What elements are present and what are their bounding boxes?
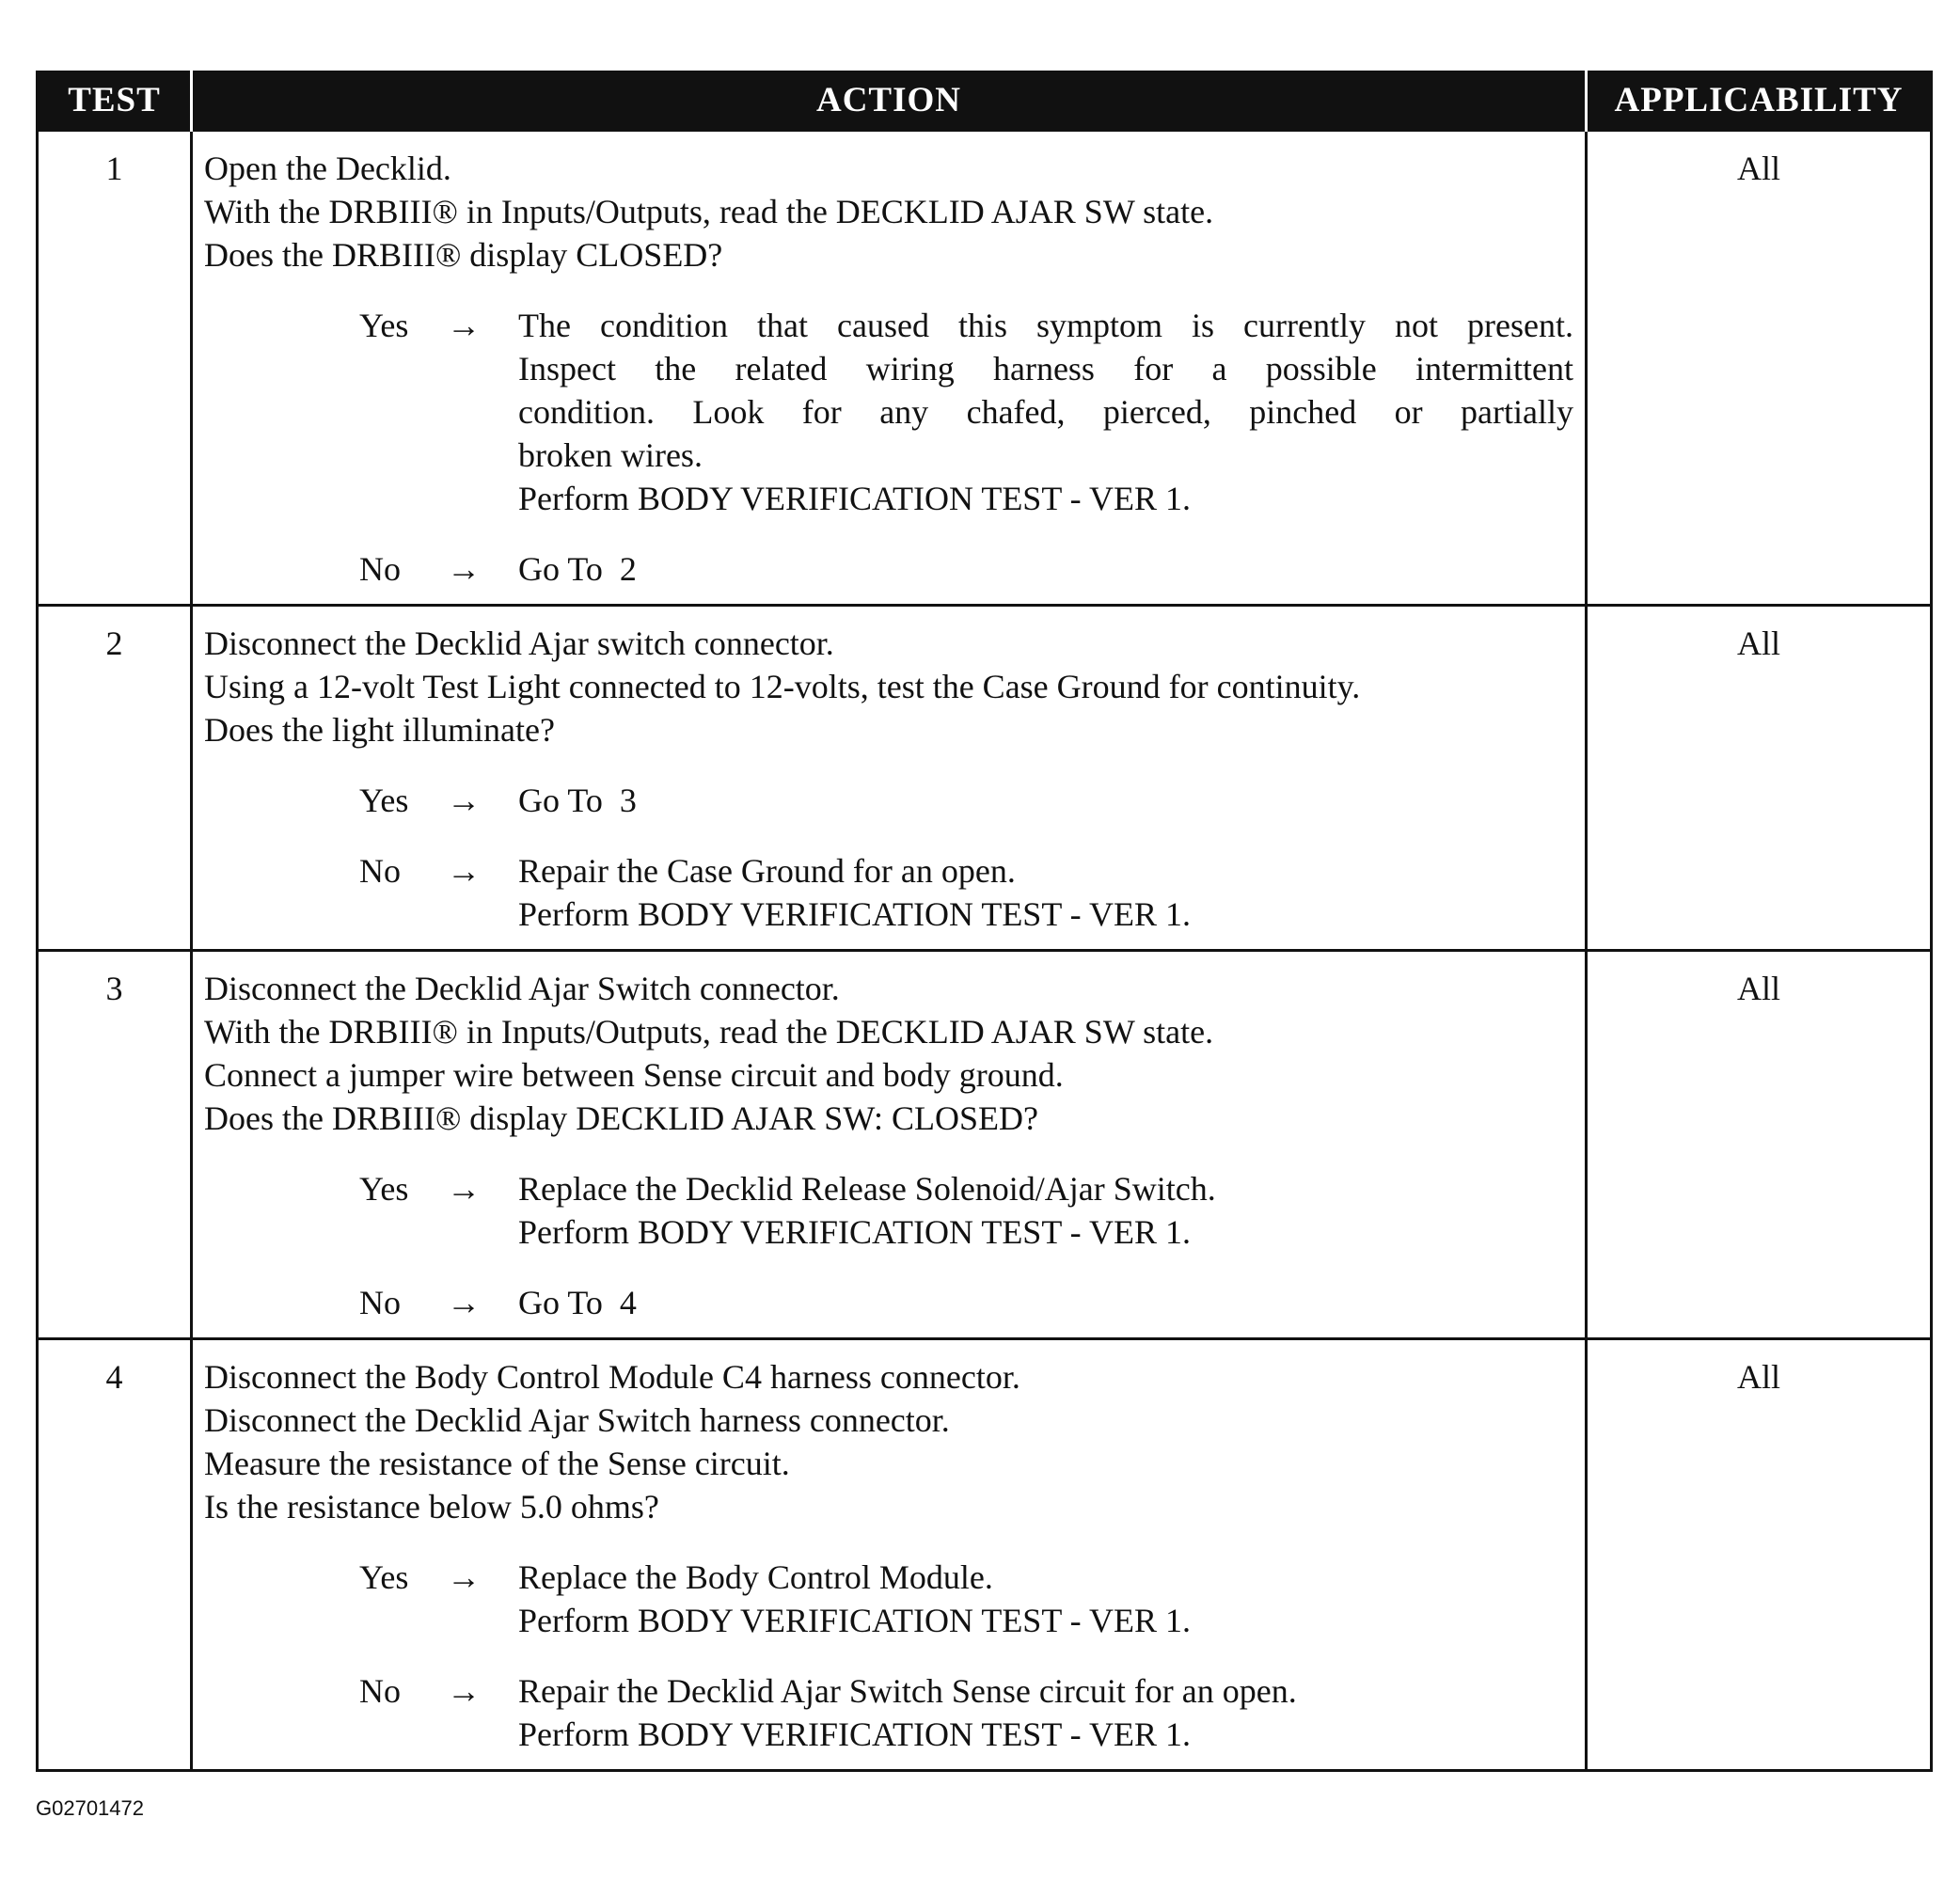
result-line: Repair the Case Ground for an open.	[518, 852, 1016, 890]
goto-text: Go To	[518, 782, 603, 819]
action-question: Does the DRBIII® display CLOSED?	[204, 236, 723, 274]
right-arrow-icon: →	[447, 550, 481, 588]
result-line: Inspect the related wiring harness for a possible intermittent	[518, 350, 1573, 387]
test-number: 1	[38, 131, 192, 606]
action-step: Disconnect the Decklid Ajar Switch connector.	[204, 970, 840, 1007]
result-no	[204, 1669, 1573, 1756]
result-line: The condition that caused this symptom is currently not present.	[518, 307, 1573, 344]
result-line: Perform BODY VERIFICATION TEST - VER 1.	[518, 480, 1192, 517]
result-yes	[204, 1167, 1573, 1254]
action-step: With the DRBIII® in Inputs/Outputs, read the DECKLID AJAR SW state.	[204, 1013, 1214, 1051]
header-test: TEST	[38, 71, 192, 131]
right-arrow-icon: →	[447, 852, 481, 890]
action-step: Using a 12-volt Test Light connected to 12-volts, test the Case Ground for continuity.	[204, 668, 1361, 705]
table-header-row	[38, 71, 1932, 131]
action-cell	[192, 606, 1587, 951]
applicability-value: All	[1587, 606, 1932, 951]
result-line: broken wires.	[518, 436, 703, 474]
result-line: Repair the Decklid Ajar Switch Sense circuit for an open.	[518, 1672, 1297, 1710]
result-label: No	[359, 1672, 401, 1710]
result-no	[204, 547, 1573, 591]
action-step: Disconnect the Body Control Module C4 harness connector.	[204, 1358, 1020, 1396]
result-label: Yes	[359, 307, 409, 344]
test-number: 2	[38, 606, 192, 951]
result-yes	[204, 779, 1573, 822]
result-goto	[518, 779, 1573, 822]
header-action: ACTION	[192, 71, 1587, 131]
goto-test-number: 4	[619, 1284, 637, 1321]
applicability-value: All	[1587, 131, 1932, 606]
result-line: Replace the Body Control Module.	[518, 1558, 993, 1596]
figure-id: G02701472	[36, 1796, 144, 1820]
result-goto	[518, 1281, 1573, 1324]
header-applicability: APPLICABILITY	[1587, 71, 1932, 131]
result-no	[204, 849, 1573, 936]
result-instructions	[518, 304, 1573, 520]
result-no	[204, 1281, 1573, 1324]
action-cell	[192, 951, 1587, 1339]
action-step: Connect a jumper wire between Sense circuit and body ground.	[204, 1056, 1064, 1094]
result-label: Yes	[359, 1170, 409, 1208]
action-step: Open the Decklid.	[204, 150, 451, 187]
right-arrow-icon: →	[447, 782, 481, 819]
action-question: Does the DRBIII® display DECKLID AJAR SW: CLOSED?	[204, 1099, 1038, 1137]
action-cell	[192, 1339, 1587, 1771]
result-line: Replace the Decklid Release Solenoid/Ajar Switch.	[518, 1170, 1216, 1208]
result-label: No	[359, 1284, 401, 1321]
test-number: 4	[38, 1339, 192, 1771]
action-cell	[192, 131, 1587, 606]
table-row-test-2	[38, 606, 1932, 951]
right-arrow-icon: →	[447, 1170, 481, 1208]
result-line: Perform BODY VERIFICATION TEST - VER 1.	[518, 1715, 1192, 1753]
action-step: Disconnect the Decklid Ajar Switch harness connector.	[204, 1401, 950, 1439]
right-arrow-icon: →	[447, 307, 481, 344]
result-goto	[518, 547, 1573, 591]
result-yes	[204, 1556, 1573, 1642]
result-line: Perform BODY VERIFICATION TEST - VER 1.	[518, 1602, 1192, 1639]
diagnostic-test-table	[36, 71, 1933, 1772]
action-step: Measure the resistance of the Sense circuit.	[204, 1445, 790, 1482]
applicability-value: All	[1587, 1339, 1932, 1771]
test-number: 3	[38, 951, 192, 1339]
action-step: Disconnect the Decklid Ajar switch connector.	[204, 624, 834, 662]
result-yes	[204, 304, 1573, 520]
action-question: Does the light illuminate?	[204, 711, 555, 749]
right-arrow-icon: →	[447, 1284, 481, 1321]
result-label: No	[359, 852, 401, 890]
goto-text: Go To	[518, 1284, 603, 1321]
goto-test-number: 2	[619, 550, 637, 588]
right-arrow-icon: →	[447, 1558, 481, 1596]
result-label: Yes	[359, 782, 409, 819]
result-instructions	[518, 849, 1573, 936]
applicability-value: All	[1587, 951, 1932, 1339]
goto-text: Go To	[518, 550, 603, 588]
goto-test-number: 3	[619, 782, 637, 819]
result-instructions	[518, 1167, 1573, 1254]
result-label: No	[359, 550, 401, 588]
result-line: Perform BODY VERIFICATION TEST - VER 1.	[518, 1213, 1192, 1251]
action-step: With the DRBIII® in Inputs/Outputs, read the DECKLID AJAR SW state.	[204, 193, 1214, 230]
result-line: condition. Look for any chafed, pierced, pinched or partially	[518, 393, 1573, 431]
result-label: Yes	[359, 1558, 409, 1596]
right-arrow-icon: →	[447, 1672, 481, 1710]
table-row-test-3	[38, 951, 1932, 1339]
result-instructions	[518, 1669, 1573, 1756]
table-row-test-4	[38, 1339, 1932, 1771]
result-line: Perform BODY VERIFICATION TEST - VER 1.	[518, 895, 1192, 933]
action-question: Is the resistance below 5.0 ohms?	[204, 1488, 659, 1525]
table-row-test-1	[38, 131, 1932, 606]
result-instructions	[518, 1556, 1573, 1642]
